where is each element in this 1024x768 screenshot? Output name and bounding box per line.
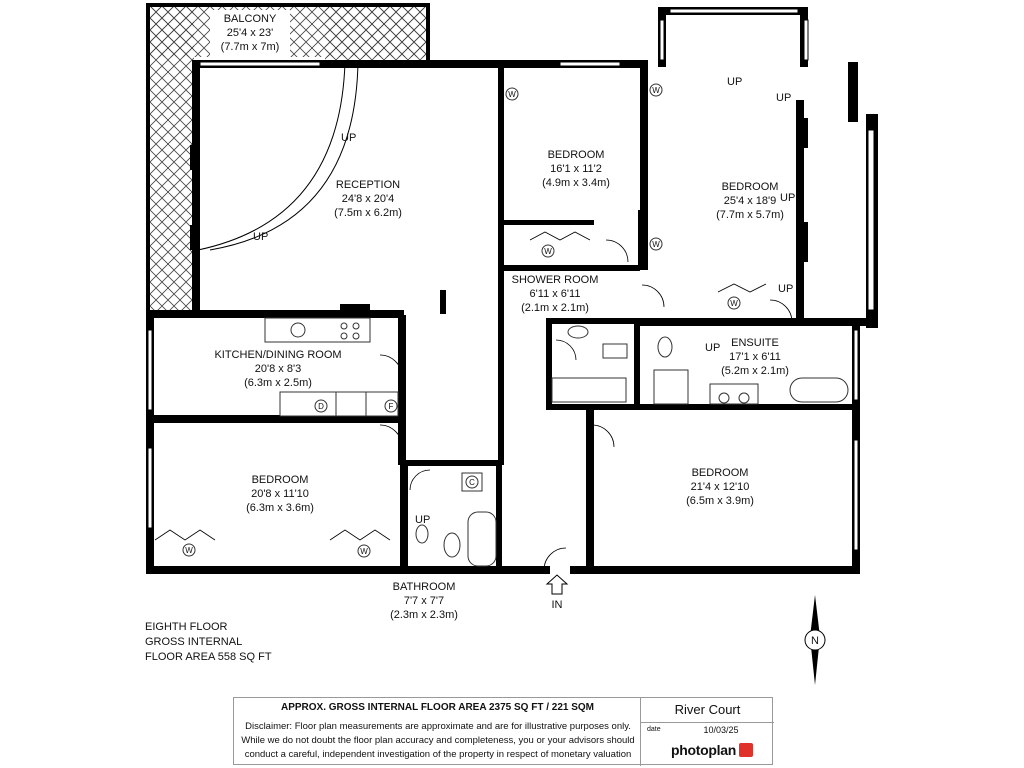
svg-text:W: W [652, 86, 660, 95]
svg-text:C: C [469, 478, 475, 487]
svg-text:BALCONY: BALCONY [223, 13, 277, 25]
svg-text:BATHROOM: BATHROOM [392, 581, 456, 593]
svg-text:KITCHEN/DINING ROOM: KITCHEN/DINING ROOM [214, 349, 342, 361]
brand-logo: photoplan [671, 742, 736, 758]
svg-text:BEDROOM: BEDROOM [691, 467, 749, 479]
svg-text:6'11 x 6'11: 6'11 x 6'11 [529, 288, 581, 300]
up-label-bedroom-bottom: UP [778, 283, 794, 295]
divider [641, 722, 774, 723]
up-label-bedroom-mid: UP [780, 192, 796, 204]
disclaimer-line-1: Disclaimer: Floor plan measurements are approximate and are for illustrative purposes only. [245, 721, 631, 732]
svg-text:W: W [508, 90, 516, 99]
room-label-bedroom-4 [686, 467, 754, 507]
svg-text:BEDROOM: BEDROOM [251, 474, 309, 486]
svg-text:W: W [730, 299, 738, 308]
svg-text:W: W [652, 240, 660, 249]
floor-info [145, 620, 272, 665]
bathroom-fixtures [416, 326, 848, 566]
footer-panel [233, 697, 773, 765]
svg-text:(2.3m x 2.3m): (2.3m x 2.3m) [390, 609, 458, 621]
svg-text:(4.9m x 3.4m): (4.9m x 3.4m) [542, 177, 610, 189]
floor-info-line-2: GROSS INTERNAL [145, 636, 243, 648]
floor-info-line-3: FLOOR AREA 558 SQ FT [145, 651, 272, 663]
property-info [641, 698, 774, 766]
room-label-bedroom-3 [246, 474, 314, 514]
svg-text:W: W [185, 546, 193, 555]
svg-text:(7.7m x 5.7m): (7.7m x 5.7m) [716, 209, 784, 221]
up-label-reception-upper: UP [341, 132, 357, 144]
total-area: APPROX. GROSS INTERNAL FLOOR AREA 2375 SQ FT / 221 SQM [280, 702, 595, 713]
up-label-reception-lower: UP [253, 231, 269, 243]
svg-text:W: W [360, 547, 368, 556]
room-label-balcony [221, 13, 280, 53]
disclaimer-line-2: While we do not doubt the floor plan accuracy and completeness, you or your advisors should [241, 735, 635, 746]
svg-text:BEDROOM: BEDROOM [547, 149, 605, 161]
svg-text:21'4 x 12'10: 21'4 x 12'10 [690, 481, 750, 493]
room-label-bathroom [385, 578, 465, 622]
disclaimer-line-3: conduct a careful, independent investigation of the property in respect of monetary valuation [244, 749, 632, 760]
room-label-bedroom-2 [716, 181, 784, 221]
property-name: River Court [674, 702, 741, 717]
room-label-shower-room [512, 274, 599, 314]
svg-text:7'7 x 7'7: 7'7 x 7'7 [403, 595, 445, 607]
up-label-bathroom: UP [415, 514, 431, 526]
svg-text:(7.5m x 6.2m): (7.5m x 6.2m) [334, 207, 402, 219]
svg-text:ENSUITE: ENSUITE [731, 337, 779, 349]
floor-info-line-1: EIGHTH FLOOR [145, 621, 228, 633]
entrance-arrow [547, 575, 567, 611]
room-label-bedroom-1 [542, 149, 610, 189]
svg-text:24'8 x 20'4: 24'8 x 20'4 [341, 193, 395, 205]
svg-text:W: W [544, 247, 552, 256]
up-markers [253, 76, 795, 526]
svg-text:(6.3m x 3.6m): (6.3m x 3.6m) [246, 502, 314, 514]
svg-text:RECEPTION: RECEPTION [335, 179, 401, 191]
svg-text:16'1 x 11'2: 16'1 x 11'2 [550, 163, 602, 175]
up-label-ensuite: UP [705, 342, 721, 354]
svg-text:17'1 x 6'11: 17'1 x 6'11 [729, 351, 781, 363]
svg-text:25'4 x 23': 25'4 x 23' [226, 27, 274, 39]
svg-text:(7.7m x 7m): (7.7m x 7m) [220, 41, 280, 53]
room-label-kitchen [214, 349, 341, 389]
svg-text:F: F [388, 402, 394, 411]
svg-text:BEDROOM: BEDROOM [721, 181, 779, 193]
room-label-ensuite [721, 337, 789, 377]
svg-text:(6.5m x 3.9m): (6.5m x 3.9m) [686, 495, 754, 507]
up-label-bedroom-top: UP [727, 76, 743, 88]
svg-text:20'8 x 8'3: 20'8 x 8'3 [254, 363, 302, 375]
svg-text:IN: IN [551, 599, 563, 611]
svg-text:(2.1m x 2.1m): (2.1m x 2.1m) [521, 302, 589, 314]
disclaimer-box [234, 698, 641, 766]
disclaimer-text [240, 720, 636, 762]
svg-text:20'8 x 11'10: 20'8 x 11'10 [251, 488, 309, 500]
svg-text:(6.3m x 2.5m): (6.3m x 2.5m) [244, 377, 312, 389]
balcony-area [146, 3, 430, 311]
up-label-bedroom-right: UP [776, 92, 792, 104]
brand-mark-icon [739, 743, 753, 757]
svg-text:D: D [318, 402, 324, 411]
date-value: 10/03/25 [703, 725, 739, 735]
north-compass-icon [805, 595, 825, 685]
room-label-reception [334, 179, 402, 219]
svg-text:(5.2m x 2.1m): (5.2m x 2.1m) [721, 365, 789, 377]
date-label: date [647, 726, 661, 733]
svg-text:SHOWER ROOM: SHOWER ROOM [511, 274, 599, 286]
stair-arc [198, 62, 345, 250]
svg-text:25'4 x 18'9: 25'4 x 18'9 [723, 195, 777, 207]
svg-text:N: N [811, 635, 819, 647]
